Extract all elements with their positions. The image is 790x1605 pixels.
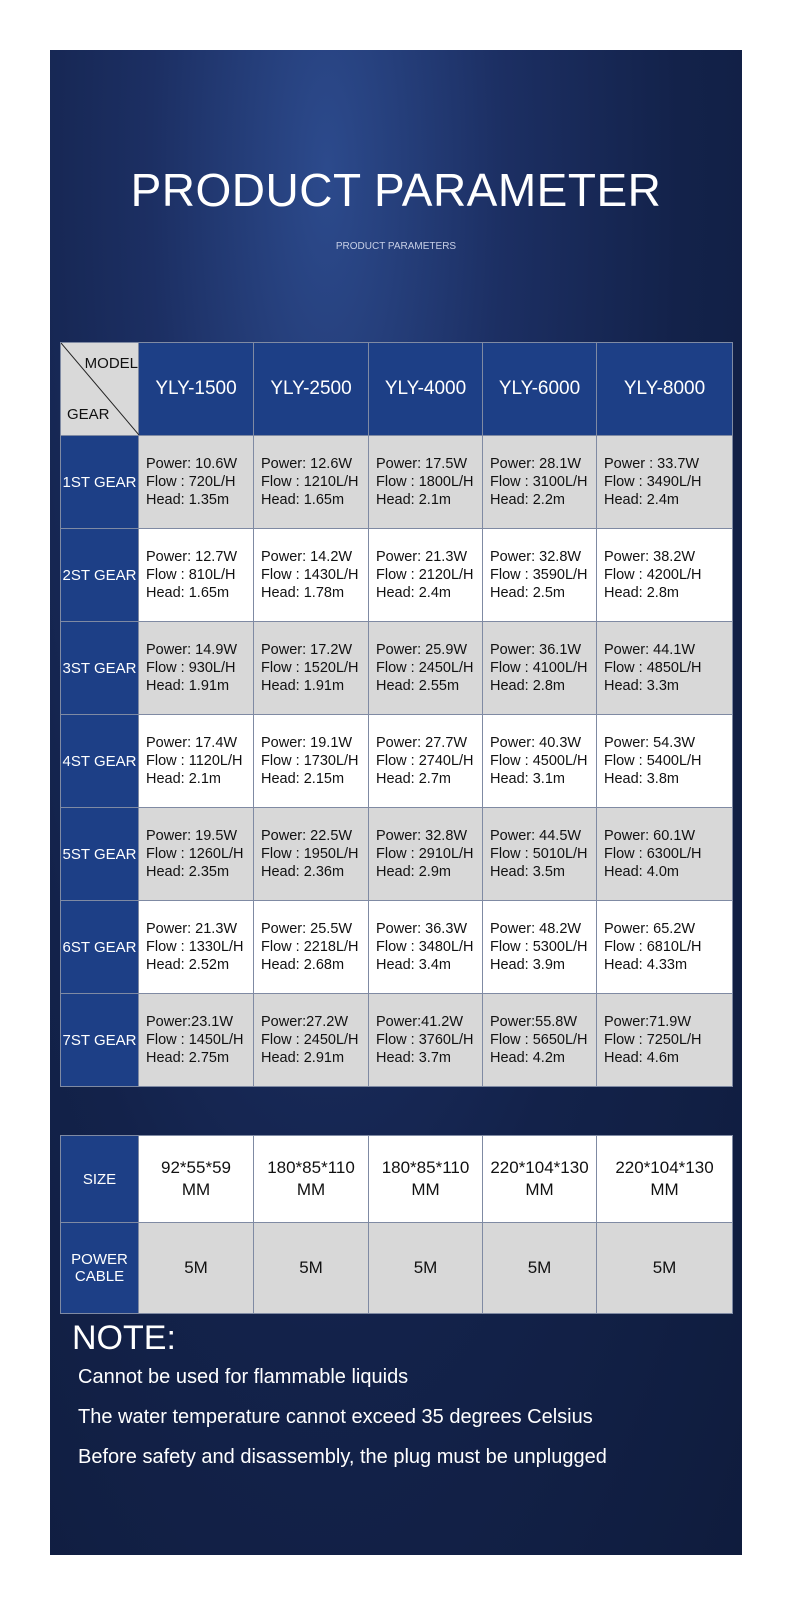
spec-line: Power: 65.2W [604, 921, 696, 937]
table-row [61, 715, 733, 808]
spec-line: Flow : 4200L/H [604, 567, 702, 583]
spec-line: Flow : 3480L/H [376, 939, 474, 955]
spec-line: Head: 3.4m [376, 957, 451, 973]
spec-cell [483, 901, 597, 994]
spec-line: Flow : 2450L/H [261, 1032, 359, 1048]
spec-line: Power: 14.2W [261, 549, 353, 565]
spec-table [60, 1135, 733, 1314]
spec-cell [483, 436, 597, 529]
size-label: SIZE [61, 1136, 139, 1223]
spec-line: Head: 2.75m [146, 1050, 230, 1066]
spec-line: Flow : 1730L/H [261, 753, 359, 769]
spec-cell [254, 715, 369, 808]
spec-line: Flow : 2218L/H [261, 939, 359, 955]
spec-line: Head: 2.35m [146, 864, 230, 880]
spec-cell [369, 715, 483, 808]
spec-line: Head: 2.4m [376, 585, 451, 601]
gear-label: 7ST GEAR [61, 994, 139, 1087]
spec-line: Flow : 2120L/H [376, 567, 474, 583]
spec-cell [139, 715, 254, 808]
spec-line: Flow : 810L/H [146, 567, 236, 583]
spec-line: Power: 36.3W [376, 921, 468, 937]
note-title: NOTE: [72, 1319, 176, 1357]
page-subtitle: PRODUCT PARAMETERS [335, 241, 457, 252]
spec-line: Flow : 6810L/H [604, 939, 702, 955]
spec-cell [139, 622, 254, 715]
spec-line: Flow : 1950L/H [261, 846, 359, 862]
spec-cell [483, 622, 597, 715]
cable-cell: 5M [483, 1223, 597, 1314]
size-cell: 180*85*110 MM [369, 1136, 483, 1223]
parameter-table [60, 342, 733, 1087]
model-header: YLY-8000 [597, 343, 733, 436]
spec-cell [369, 808, 483, 901]
spec-cell [483, 994, 597, 1087]
spec-line: Head: 2.91m [261, 1050, 345, 1066]
spec-line: Head: 4.6m [604, 1050, 679, 1066]
spec-line: Head: 3.1m [490, 771, 565, 787]
spec-line: Flow : 1330L/H [146, 939, 244, 955]
spec-line: Flow : 3490L/H [604, 474, 702, 490]
spec-line: Flow : 1430L/H [261, 567, 359, 583]
spec-line: Power: 40.3W [490, 735, 582, 751]
model-header: YLY-6000 [483, 343, 597, 436]
power-cable-label: POWER CABLE [61, 1223, 139, 1314]
spec-cell [139, 436, 254, 529]
spec-line: Power : 33.7W [604, 456, 700, 472]
spec-cell [369, 994, 483, 1087]
model-header: YLY-2500 [254, 343, 369, 436]
spec-line: Head: 2.8m [604, 585, 679, 601]
spec-line: Head: 2.15m [261, 771, 345, 787]
spec-line: Flow : 6300L/H [604, 846, 702, 862]
spec-line: Head: 1.65m [146, 585, 230, 601]
spec-line: Head: 1.65m [261, 492, 345, 508]
spec-cell [597, 808, 733, 901]
spec-line: Flow : 4500L/H [490, 753, 588, 769]
table-row [61, 529, 733, 622]
spec-line: Power: 19.5W [146, 828, 238, 844]
spec-cell [597, 622, 733, 715]
spec-line: Head: 1.91m [261, 678, 345, 694]
spec-cell [597, 715, 733, 808]
size-cell: 92*55*59 MM [139, 1136, 254, 1223]
spec-line: Head: 2.8m [490, 678, 565, 694]
spec-line: Power: 32.8W [490, 549, 582, 565]
spec-line: Flow : 1210L/H [261, 474, 359, 490]
cable-cell: 5M [369, 1223, 483, 1314]
spec-line: Head: 1.91m [146, 678, 230, 694]
spec-cell [369, 622, 483, 715]
spec-line: Power: 60.1W [604, 828, 696, 844]
table-row [61, 994, 733, 1087]
spec-cell [254, 901, 369, 994]
table-header-row [61, 343, 733, 436]
spec-line: Power:27.2W [261, 1014, 349, 1030]
spec-line: Head: 4.0m [604, 864, 679, 880]
spec-line: Power: 32.8W [376, 828, 468, 844]
spec-line: Flow : 1800L/H [376, 474, 474, 490]
table-row [61, 436, 733, 529]
spec-line: Power: 25.5W [261, 921, 353, 937]
spec-line: Head: 2.55m [376, 678, 460, 694]
spec-line: Power: 21.3W [146, 921, 238, 937]
spec-cell [254, 994, 369, 1087]
spec-line: Flow : 3590L/H [490, 567, 588, 583]
note-line: The water temperature cannot exceed 35 degrees Celsius [78, 1406, 593, 1428]
spec-line: Head: 2.5m [490, 585, 565, 601]
model-header: YLY-1500 [139, 343, 254, 436]
table-row [61, 901, 733, 994]
spec-cell [369, 901, 483, 994]
spec-line: Head: 2.4m [604, 492, 679, 508]
spec-line: Flow : 1120L/H [146, 753, 243, 769]
spec-line: Flow : 1450L/H [146, 1032, 244, 1048]
spec-line: Head: 3.8m [604, 771, 679, 787]
spec-line: Flow : 5300L/H [490, 939, 588, 955]
spec-line: Head: 1.35m [146, 492, 230, 508]
spec-cell [254, 436, 369, 529]
corner-cell [61, 343, 139, 436]
spec-line: Power:71.9W [604, 1014, 692, 1030]
cable-cell: 5M [139, 1223, 254, 1314]
spec-line: Flow : 720L/H [146, 474, 236, 490]
spec-line: Power: 19.1W [261, 735, 353, 751]
spec-line: Flow : 3760L/H [376, 1032, 474, 1048]
spec-line: Head: 3.5m [490, 864, 565, 880]
spec-cell [139, 994, 254, 1087]
spec-line: Flow : 4850L/H [604, 660, 702, 676]
table-row [61, 622, 733, 715]
gear-label: 6ST GEAR [61, 901, 139, 994]
spec-line: Power: 17.5W [376, 456, 468, 472]
spec-line: Head: 2.2m [490, 492, 565, 508]
spec-line: Flow : 3100L/H [490, 474, 588, 490]
spec-cell [139, 901, 254, 994]
spec-cell [597, 994, 733, 1087]
spec-cell [139, 529, 254, 622]
size-row [61, 1136, 733, 1223]
spec-line: Power: 38.2W [604, 549, 696, 565]
page-title: PRODUCT PARAMETER [130, 164, 662, 216]
spec-line: Head: 2.36m [261, 864, 345, 880]
spec-line: Head: 1.78m [261, 585, 345, 601]
spec-cell [369, 529, 483, 622]
spec-line: Flow : 5650L/H [490, 1032, 588, 1048]
gear-label: 1ST GEAR [61, 436, 139, 529]
spec-line: Flow : 930L/H [146, 660, 236, 676]
spec-line: Power: 48.2W [490, 921, 582, 937]
spec-line: Power: 14.9W [146, 642, 238, 658]
gear-label: 2ST GEAR [61, 529, 139, 622]
spec-line: Power: 25.9W [376, 642, 468, 658]
spec-line: Power: 10.6W [146, 456, 238, 472]
spec-line: Head: 2.7m [376, 771, 451, 787]
spec-line: Head: 4.33m [604, 957, 688, 973]
corner-model-label: MODEL [84, 355, 138, 372]
spec-cell [597, 436, 733, 529]
spec-line: Power: 12.6W [261, 456, 353, 472]
spec-line: Flow : 2450L/H [376, 660, 474, 676]
note-line: Cannot be used for flammable liquids [78, 1366, 409, 1388]
spec-line: Power: 17.4W [146, 735, 238, 751]
spec-line: Head: 3.7m [376, 1050, 451, 1066]
spec-line: Head: 2.1m [376, 492, 451, 508]
spec-line: Power: 44.1W [604, 642, 696, 658]
cable-cell: 5M [254, 1223, 369, 1314]
spec-cell [483, 808, 597, 901]
note-line: Before safety and disassembly, the plug must be unplugged [78, 1446, 607, 1468]
spec-cell [483, 715, 597, 808]
spec-line: Power: 21.3W [376, 549, 468, 565]
model-header: YLY-4000 [369, 343, 483, 436]
spec-line: Power: 22.5W [261, 828, 353, 844]
gear-label: 3ST GEAR [61, 622, 139, 715]
spec-cell [597, 901, 733, 994]
spec-line: Flow : 4100L/H [490, 660, 588, 676]
corner-gear-label: GEAR [67, 406, 110, 423]
power-cable-row [61, 1223, 733, 1314]
spec-line: Power: 12.7W [146, 549, 238, 565]
spec-line: Power: 36.1W [490, 642, 582, 658]
spec-line: Power: 54.3W [604, 735, 696, 751]
spec-line: Flow : 5010L/H [490, 846, 588, 862]
spec-cell [369, 436, 483, 529]
spec-cell [139, 808, 254, 901]
gear-label: 4ST GEAR [61, 715, 139, 808]
product-parameter-panel [50, 50, 742, 1555]
spec-line: Power:23.1W [146, 1014, 234, 1030]
spec-cell [254, 529, 369, 622]
spec-line: Power:41.2W [376, 1014, 464, 1030]
size-cell: 220*104*130 MM [483, 1136, 597, 1223]
table-row [61, 808, 733, 901]
spec-line: Power: 17.2W [261, 642, 353, 658]
spec-line: Head: 2.52m [146, 957, 230, 973]
cable-cell: 5M [597, 1223, 733, 1314]
spec-line: Power: 44.5W [490, 828, 582, 844]
spec-line: Power: 28.1W [490, 456, 582, 472]
spec-line: Flow : 1260L/H [146, 846, 244, 862]
spec-line: Head: 4.2m [490, 1050, 565, 1066]
gear-label: 5ST GEAR [61, 808, 139, 901]
spec-line: Flow : 5400L/H [604, 753, 702, 769]
spec-line: Head: 2.9m [376, 864, 451, 880]
spec-line: Flow : 2740L/H [376, 753, 474, 769]
spec-cell [254, 808, 369, 901]
spec-cell [483, 529, 597, 622]
spec-cell [597, 529, 733, 622]
spec-line: Flow : 7250L/H [604, 1032, 702, 1048]
spec-line: Power:55.8W [490, 1014, 578, 1030]
spec-line: Power: 27.7W [376, 735, 468, 751]
spec-line: Flow : 1520L/H [261, 660, 359, 676]
spec-cell [254, 622, 369, 715]
spec-line: Head: 2.68m [261, 957, 345, 973]
spec-line: Head: 3.3m [604, 678, 679, 694]
spec-line: Flow : 2910L/H [376, 846, 474, 862]
spec-line: Head: 3.9m [490, 957, 565, 973]
size-cell: 220*104*130 MM [597, 1136, 733, 1223]
size-cell: 180*85*110 MM [254, 1136, 369, 1223]
spec-line: Head: 2.1m [146, 771, 221, 787]
